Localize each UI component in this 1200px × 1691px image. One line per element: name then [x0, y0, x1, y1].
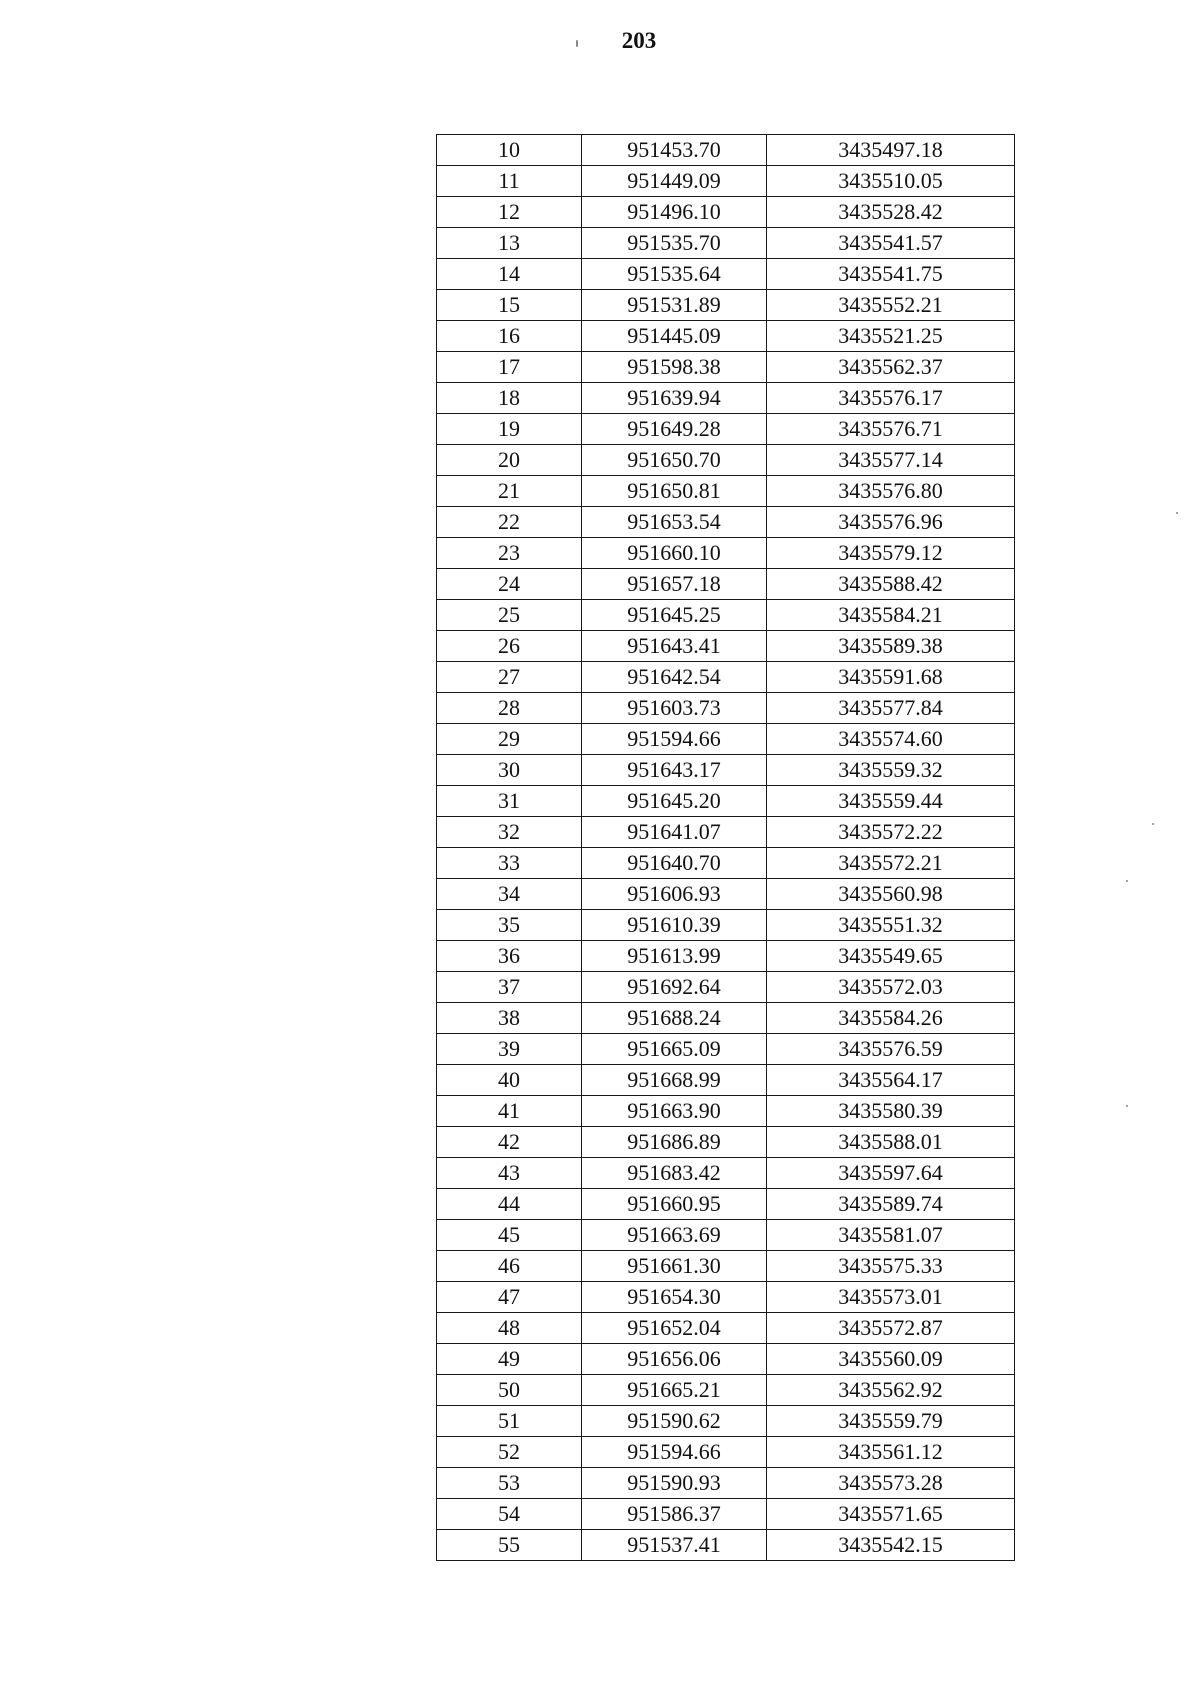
- point-number-cell: 31: [437, 786, 582, 817]
- x-coordinate-cell: 951643.17: [582, 755, 767, 786]
- point-number-cell: 29: [437, 724, 582, 755]
- x-coordinate-cell: 951665.21: [582, 1375, 767, 1406]
- y-coordinate-cell: 3435552.21: [767, 290, 1015, 321]
- point-number-cell: 44: [437, 1189, 582, 1220]
- y-coordinate-cell: 3435588.01: [767, 1127, 1015, 1158]
- y-coordinate-cell: 3435572.87: [767, 1313, 1015, 1344]
- y-coordinate-cell: 3435562.37: [767, 352, 1015, 383]
- point-number-cell: 36: [437, 941, 582, 972]
- y-coordinate-cell: 3435576.17: [767, 383, 1015, 414]
- y-coordinate-cell: 3435575.33: [767, 1251, 1015, 1282]
- table-row: [437, 352, 1015, 383]
- x-coordinate-cell: 951660.95: [582, 1189, 767, 1220]
- table-row: [437, 507, 1015, 538]
- point-number-cell: 30: [437, 755, 582, 786]
- y-coordinate-cell: 3435589.38: [767, 631, 1015, 662]
- point-number-cell: 51: [437, 1406, 582, 1437]
- point-number-cell: 42: [437, 1127, 582, 1158]
- x-coordinate-cell: 951590.93: [582, 1468, 767, 1499]
- x-coordinate-cell: 951663.69: [582, 1220, 767, 1251]
- point-number-cell: 14: [437, 259, 582, 290]
- coordinate-table-body: [437, 135, 1015, 1561]
- table-row: [437, 724, 1015, 755]
- table-row: [437, 941, 1015, 972]
- y-coordinate-cell: 3435576.80: [767, 476, 1015, 507]
- table-row: [437, 1530, 1015, 1561]
- x-coordinate-cell: 951639.94: [582, 383, 767, 414]
- x-coordinate-cell: 951445.09: [582, 321, 767, 352]
- table-row: [437, 228, 1015, 259]
- point-number-cell: 25: [437, 600, 582, 631]
- page-number: 203: [621, 28, 657, 53]
- y-coordinate-cell: 3435571.65: [767, 1499, 1015, 1530]
- table-row: [437, 910, 1015, 941]
- point-number-cell: 21: [437, 476, 582, 507]
- table-row: [437, 383, 1015, 414]
- table-row: [437, 569, 1015, 600]
- y-coordinate-cell: 3435510.05: [767, 166, 1015, 197]
- x-coordinate-cell: 951645.20: [582, 786, 767, 817]
- x-coordinate-cell: 951668.99: [582, 1065, 767, 1096]
- point-number-cell: 41: [437, 1096, 582, 1127]
- point-number-cell: 22: [437, 507, 582, 538]
- x-coordinate-cell: 951603.73: [582, 693, 767, 724]
- y-coordinate-cell: 3435541.57: [767, 228, 1015, 259]
- y-coordinate-cell: 3435528.42: [767, 197, 1015, 228]
- y-coordinate-cell: 3435551.32: [767, 910, 1015, 941]
- x-coordinate-cell: 951683.42: [582, 1158, 767, 1189]
- x-coordinate-cell: 951535.64: [582, 259, 767, 290]
- y-coordinate-cell: 3435541.75: [767, 259, 1015, 290]
- point-number-cell: 32: [437, 817, 582, 848]
- point-number-cell: 10: [437, 135, 582, 166]
- x-coordinate-cell: 951594.66: [582, 724, 767, 755]
- point-number-cell: 45: [437, 1220, 582, 1251]
- table-row: [437, 1189, 1015, 1220]
- x-coordinate-cell: 951642.54: [582, 662, 767, 693]
- point-number-cell: 23: [437, 538, 582, 569]
- x-coordinate-cell: 951590.62: [582, 1406, 767, 1437]
- point-number-cell: 35: [437, 910, 582, 941]
- x-coordinate-cell: 951610.39: [582, 910, 767, 941]
- table-row: [437, 786, 1015, 817]
- table-row: [437, 662, 1015, 693]
- table-row: [437, 1220, 1015, 1251]
- point-number-cell: 19: [437, 414, 582, 445]
- scan-speck: [1152, 823, 1154, 825]
- scan-speck: [576, 40, 578, 47]
- y-coordinate-cell: 3435572.03: [767, 972, 1015, 1003]
- y-coordinate-cell: 3435574.60: [767, 724, 1015, 755]
- point-number-cell: 12: [437, 197, 582, 228]
- table-row: [437, 1096, 1015, 1127]
- y-coordinate-cell: 3435576.96: [767, 507, 1015, 538]
- point-number-cell: 37: [437, 972, 582, 1003]
- table-row: [437, 476, 1015, 507]
- table-row: [437, 1313, 1015, 1344]
- x-coordinate-cell: 951650.81: [582, 476, 767, 507]
- x-coordinate-cell: 951643.41: [582, 631, 767, 662]
- table-row: [437, 1468, 1015, 1499]
- point-number-cell: 16: [437, 321, 582, 352]
- y-coordinate-cell: 3435559.44: [767, 786, 1015, 817]
- x-coordinate-cell: 951453.70: [582, 135, 767, 166]
- x-coordinate-cell: 951652.04: [582, 1313, 767, 1344]
- point-number-cell: 43: [437, 1158, 582, 1189]
- table-row: [437, 1127, 1015, 1158]
- table-row: [437, 1034, 1015, 1065]
- point-number-cell: 52: [437, 1437, 582, 1468]
- x-coordinate-cell: 951640.70: [582, 848, 767, 879]
- table-row: [437, 445, 1015, 476]
- y-coordinate-cell: 3435577.84: [767, 693, 1015, 724]
- x-coordinate-cell: 951663.90: [582, 1096, 767, 1127]
- x-coordinate-cell: 951660.10: [582, 538, 767, 569]
- table-row: [437, 166, 1015, 197]
- x-coordinate-cell: 951653.54: [582, 507, 767, 538]
- coordinate-table: [436, 134, 1015, 1561]
- y-coordinate-cell: 3435572.21: [767, 848, 1015, 879]
- table-row: [437, 693, 1015, 724]
- table-row: [437, 1499, 1015, 1530]
- table-row: [437, 1003, 1015, 1034]
- y-coordinate-cell: 3435560.09: [767, 1344, 1015, 1375]
- point-number-cell: 15: [437, 290, 582, 321]
- point-number-cell: 54: [437, 1499, 582, 1530]
- x-coordinate-cell: 951537.41: [582, 1530, 767, 1561]
- table-row: [437, 135, 1015, 166]
- y-coordinate-cell: 3435559.32: [767, 755, 1015, 786]
- y-coordinate-cell: 3435521.25: [767, 321, 1015, 352]
- x-coordinate-cell: 951496.10: [582, 197, 767, 228]
- table-row: [437, 1251, 1015, 1282]
- point-number-cell: 18: [437, 383, 582, 414]
- table-row: [437, 879, 1015, 910]
- table-row: [437, 972, 1015, 1003]
- x-coordinate-cell: 951594.66: [582, 1437, 767, 1468]
- y-coordinate-cell: 3435589.74: [767, 1189, 1015, 1220]
- y-coordinate-cell: 3435576.59: [767, 1034, 1015, 1065]
- point-number-cell: 47: [437, 1282, 582, 1313]
- y-coordinate-cell: 3435573.28: [767, 1468, 1015, 1499]
- y-coordinate-cell: 3435580.39: [767, 1096, 1015, 1127]
- y-coordinate-cell: 3435572.22: [767, 817, 1015, 848]
- y-coordinate-cell: 3435584.26: [767, 1003, 1015, 1034]
- y-coordinate-cell: 3435588.42: [767, 569, 1015, 600]
- point-number-cell: 49: [437, 1344, 582, 1375]
- table-row: [437, 1344, 1015, 1375]
- x-coordinate-cell: 951688.24: [582, 1003, 767, 1034]
- x-coordinate-cell: 951641.07: [582, 817, 767, 848]
- point-number-cell: 26: [437, 631, 582, 662]
- table-row: [437, 259, 1015, 290]
- table-row: [437, 817, 1015, 848]
- point-number-cell: 28: [437, 693, 582, 724]
- y-coordinate-cell: 3435576.71: [767, 414, 1015, 445]
- y-coordinate-cell: 3435564.17: [767, 1065, 1015, 1096]
- y-coordinate-cell: 3435597.64: [767, 1158, 1015, 1189]
- point-number-cell: 13: [437, 228, 582, 259]
- y-coordinate-cell: 3435497.18: [767, 135, 1015, 166]
- table-row: [437, 197, 1015, 228]
- point-number-cell: 33: [437, 848, 582, 879]
- point-number-cell: 48: [437, 1313, 582, 1344]
- table-row: [437, 290, 1015, 321]
- point-number-cell: 50: [437, 1375, 582, 1406]
- y-coordinate-cell: 3435584.21: [767, 600, 1015, 631]
- table-row: [437, 600, 1015, 631]
- x-coordinate-cell: 951535.70: [582, 228, 767, 259]
- table-row: [437, 755, 1015, 786]
- y-coordinate-cell: 3435591.68: [767, 662, 1015, 693]
- y-coordinate-cell: 3435562.92: [767, 1375, 1015, 1406]
- table-row: [437, 1065, 1015, 1096]
- point-number-cell: 20: [437, 445, 582, 476]
- table-row: [437, 631, 1015, 662]
- y-coordinate-cell: 3435561.12: [767, 1437, 1015, 1468]
- x-coordinate-cell: 951598.38: [582, 352, 767, 383]
- scan-speck: [1126, 880, 1128, 882]
- point-number-cell: 27: [437, 662, 582, 693]
- x-coordinate-cell: 951656.06: [582, 1344, 767, 1375]
- table-row: [437, 1282, 1015, 1313]
- point-number-cell: 39: [437, 1034, 582, 1065]
- point-number-cell: 46: [437, 1251, 582, 1282]
- y-coordinate-cell: 3435579.12: [767, 538, 1015, 569]
- y-coordinate-cell: 3435549.65: [767, 941, 1015, 972]
- y-coordinate-cell: 3435573.01: [767, 1282, 1015, 1313]
- point-number-cell: 24: [437, 569, 582, 600]
- x-coordinate-cell: 951645.25: [582, 600, 767, 631]
- x-coordinate-cell: 951650.70: [582, 445, 767, 476]
- x-coordinate-cell: 951686.89: [582, 1127, 767, 1158]
- table-row: [437, 321, 1015, 352]
- scan-speck: [1126, 1105, 1128, 1107]
- y-coordinate-cell: 3435577.14: [767, 445, 1015, 476]
- point-number-cell: 40: [437, 1065, 582, 1096]
- table-row: [437, 848, 1015, 879]
- x-coordinate-cell: 951657.18: [582, 569, 767, 600]
- point-number-cell: 17: [437, 352, 582, 383]
- y-coordinate-cell: 3435560.98: [767, 879, 1015, 910]
- y-coordinate-cell: 3435559.79: [767, 1406, 1015, 1437]
- point-number-cell: 55: [437, 1530, 582, 1561]
- table-row: [437, 1406, 1015, 1437]
- point-number-cell: 11: [437, 166, 582, 197]
- x-coordinate-cell: 951449.09: [582, 166, 767, 197]
- x-coordinate-cell: 951613.99: [582, 941, 767, 972]
- point-number-cell: 38: [437, 1003, 582, 1034]
- scan-speck: [1176, 512, 1178, 514]
- x-coordinate-cell: 951654.30: [582, 1282, 767, 1313]
- x-coordinate-cell: 951665.09: [582, 1034, 767, 1065]
- x-coordinate-cell: 951586.37: [582, 1499, 767, 1530]
- y-coordinate-cell: 3435542.15: [767, 1530, 1015, 1561]
- x-coordinate-cell: 951649.28: [582, 414, 767, 445]
- point-number-cell: 53: [437, 1468, 582, 1499]
- x-coordinate-cell: 951692.64: [582, 972, 767, 1003]
- table-row: [437, 414, 1015, 445]
- point-number-cell: 34: [437, 879, 582, 910]
- table-row: [437, 1375, 1015, 1406]
- x-coordinate-cell: 951606.93: [582, 879, 767, 910]
- table-row: [437, 538, 1015, 569]
- x-coordinate-cell: 951661.30: [582, 1251, 767, 1282]
- table-row: [437, 1437, 1015, 1468]
- y-coordinate-cell: 3435581.07: [767, 1220, 1015, 1251]
- x-coordinate-cell: 951531.89: [582, 290, 767, 321]
- table-row: [437, 1158, 1015, 1189]
